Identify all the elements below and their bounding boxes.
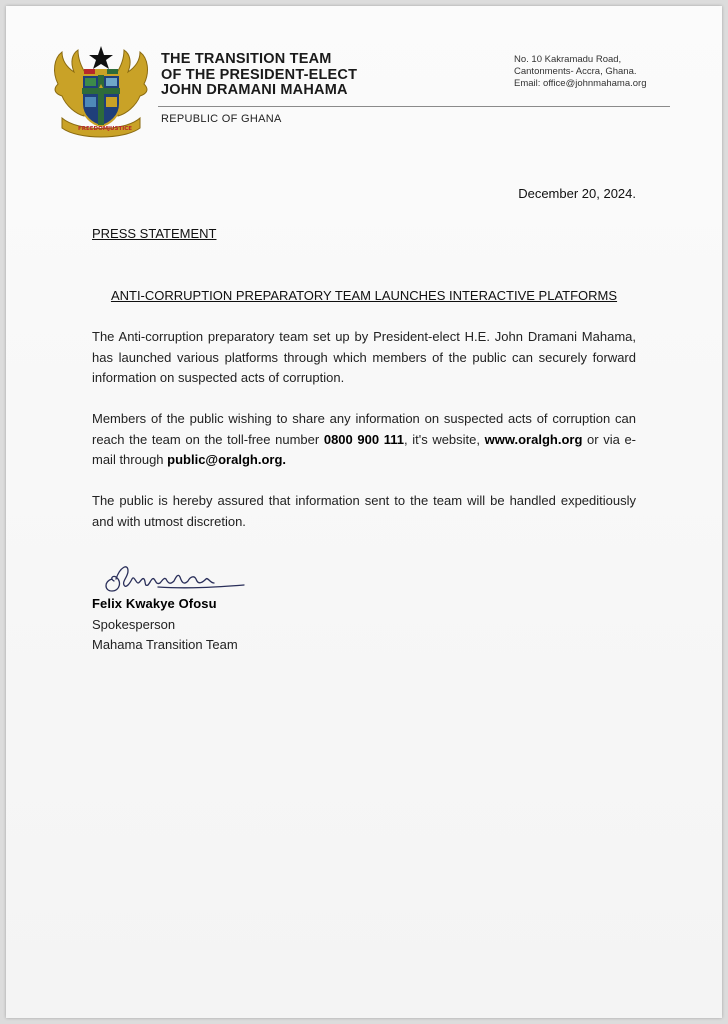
paragraph-2-text-c: or via e-mail through	[92, 431, 637, 467]
signatory-name: Felix Kwakye Ofosu	[92, 596, 217, 611]
toll-free-number: 0800 900 111	[323, 431, 404, 447]
signatory-organization: Mahama Transition Team	[92, 637, 238, 652]
paragraph-2-text-a: Members of the public wishing to share any information on suspected acts of corruption can reach the team on the toll-free number	[92, 411, 636, 447]
letter-date: December 20, 2024.	[518, 186, 636, 201]
header-divider	[158, 106, 670, 107]
title-line-1: THE TRANSITION TEAM	[161, 51, 332, 67]
press-statement-label: PRESS STATEMENT	[92, 226, 217, 241]
svg-text:FREEDOM: FREEDOM	[78, 126, 109, 132]
handwritten-signature	[98, 557, 258, 599]
address-email-line: Email: office@johnmahama.org	[514, 78, 647, 89]
title-line-3: JOHN DRAMANI MAHAMA	[161, 82, 348, 98]
address-line-2: Cantonments- Accra, Ghana.	[514, 66, 637, 77]
statement-headline: ANTI-CORRUPTION PREPARATORY TEAM LAUNCHES INTERACTIVE PLATFORMS	[110, 288, 618, 303]
letter-page	[6, 6, 722, 1018]
paragraph-3: The public is hereby assured that information sent to the team will be handled expeditiously and with utmost discretion.	[92, 493, 636, 529]
signatory-role: Spokesperson	[92, 617, 176, 632]
republic-label: REPUBLIC OF GHANA	[161, 113, 282, 125]
ghana-coat-of-arms-icon	[48, 44, 154, 142]
svg-text:JUSTICE: JUSTICE	[108, 126, 133, 132]
address-line-1: No. 10 Kakramadu Road,	[514, 54, 622, 65]
paragraph-1: The Anti-corruption preparatory team set up by President-elect H.E. John Dramani Mahama, has launched various platforms through which members of the public can securely forward information on suspected acts of corruption.	[92, 329, 636, 385]
email-link[interactable]: public@oralgh.org.	[167, 452, 286, 467]
transition-team-title	[161, 52, 357, 99]
title-line-2: OF THE PRESIDENT-ELECT	[161, 66, 358, 83]
paragraph-2	[92, 409, 636, 471]
office-address	[514, 54, 647, 90]
website-link[interactable]: www.oralgh.org	[484, 431, 583, 447]
paragraph-2-text-b: , it's website,	[403, 431, 485, 447]
